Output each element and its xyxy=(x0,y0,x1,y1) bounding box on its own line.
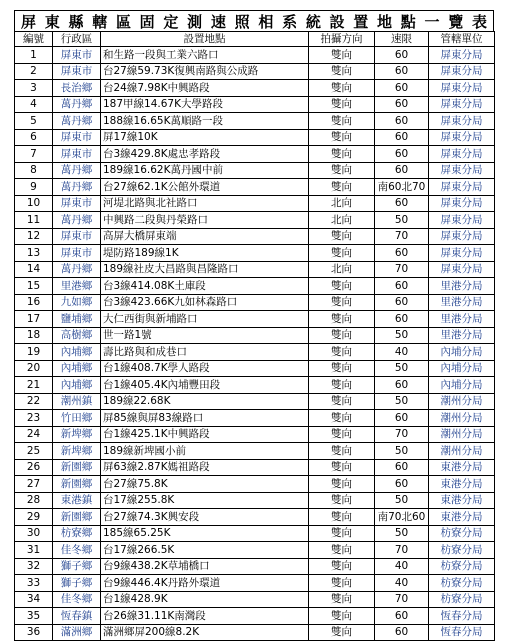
title-char: 固 xyxy=(139,12,155,31)
row-location: 台27線59.73K復興南路與公成路 xyxy=(101,63,309,80)
row-location: 台24線7.98K中興路段 xyxy=(101,80,309,97)
row-unit: 東港分局 xyxy=(429,476,495,493)
table-row xyxy=(15,443,495,460)
row-direction: 雙向 xyxy=(309,410,375,427)
row-number: 25 xyxy=(15,443,53,460)
row-unit: 屏東分局 xyxy=(429,63,495,80)
title-char: 覽 xyxy=(448,12,464,31)
row-district: 潮州鎮 xyxy=(53,393,101,410)
row-number: 33 xyxy=(15,575,53,592)
row-unit: 枋寮分局 xyxy=(429,525,495,542)
row-unit: 屏東分局 xyxy=(429,47,495,64)
row-district: 萬丹鄉 xyxy=(53,162,101,179)
title-char: 系 xyxy=(282,12,298,31)
row-district: 新埤鄉 xyxy=(53,443,101,460)
row-location: 187甲線14.67K大學路段 xyxy=(101,96,309,113)
row-speed-limit: 60 xyxy=(375,476,429,493)
table-row xyxy=(15,377,495,394)
table-row xyxy=(15,96,495,113)
table-row xyxy=(15,542,495,559)
row-direction: 雙向 xyxy=(309,509,375,526)
table-row xyxy=(15,344,495,361)
table-row xyxy=(15,162,495,179)
row-number: 17 xyxy=(15,311,53,328)
row-speed-limit: 60 xyxy=(375,195,429,212)
row-location: 189線社皮大昌路與昌隆路口 xyxy=(101,261,309,278)
row-unit: 東港分局 xyxy=(429,459,495,476)
table-row xyxy=(15,591,495,608)
title-char: 屏 xyxy=(21,12,37,31)
table-row xyxy=(15,245,495,262)
row-speed-limit: 60 xyxy=(375,80,429,97)
title-char: 區 xyxy=(115,12,131,31)
row-location: 台1線428.9K xyxy=(101,591,309,608)
row-unit: 內埔分局 xyxy=(429,360,495,377)
row-location: 台3線414.08K土庫段 xyxy=(101,278,309,295)
row-unit: 枋寮分局 xyxy=(429,558,495,575)
row-speed-limit: 60 xyxy=(375,278,429,295)
title-char: 轄 xyxy=(92,12,108,31)
row-speed-limit: 60 xyxy=(375,459,429,476)
row-district: 獅子鄉 xyxy=(53,558,101,575)
row-district: 屏東市 xyxy=(53,228,101,245)
row-speed-limit: 60 xyxy=(375,96,429,113)
row-speed-limit: 60 xyxy=(375,311,429,328)
row-number: 5 xyxy=(15,113,53,130)
row-number: 8 xyxy=(15,162,53,179)
row-district: 新園鄉 xyxy=(53,509,101,526)
row-speed-limit: 60 xyxy=(375,294,429,311)
row-unit: 屏東分局 xyxy=(429,96,495,113)
row-unit: 恆春分局 xyxy=(429,624,495,641)
title-char: 速 xyxy=(210,12,226,31)
row-unit: 潮州分局 xyxy=(429,410,495,427)
row-location: 189線22.68K xyxy=(101,393,309,410)
row-district: 九如鄉 xyxy=(53,294,101,311)
row-location: 堤防路189線1K xyxy=(101,245,309,262)
row-unit: 枋寮分局 xyxy=(429,542,495,559)
table-row xyxy=(15,459,495,476)
row-direction: 北向 xyxy=(309,195,375,212)
row-number: 35 xyxy=(15,608,53,625)
row-direction: 雙向 xyxy=(309,426,375,443)
row-number: 18 xyxy=(15,327,53,344)
title-char: 地 xyxy=(377,12,393,31)
table-row xyxy=(15,129,495,146)
speed-camera-table xyxy=(14,31,495,641)
row-direction: 雙向 xyxy=(309,476,375,493)
row-speed-limit: 40 xyxy=(375,344,429,361)
title-char: 統 xyxy=(305,12,321,31)
row-district: 佳冬鄉 xyxy=(53,591,101,608)
row-direction: 雙向 xyxy=(309,492,375,509)
row-unit: 屏東分局 xyxy=(429,146,495,163)
row-unit: 東港分局 xyxy=(429,509,495,526)
table-row xyxy=(15,63,495,80)
row-district: 屏東市 xyxy=(53,195,101,212)
row-number: 14 xyxy=(15,261,53,278)
title-char: 一 xyxy=(424,12,440,31)
row-number: 27 xyxy=(15,476,53,493)
row-location: 屏63線2.87K媽祖路段 xyxy=(101,459,309,476)
row-number: 11 xyxy=(15,212,53,229)
title-char: 設 xyxy=(329,12,345,31)
row-district: 新埤鄉 xyxy=(53,426,101,443)
table-row xyxy=(15,476,495,493)
row-speed-limit: 70 xyxy=(375,426,429,443)
row-location: 185線65.25K xyxy=(101,525,309,542)
row-location: 台3線423.66K九如林森路口 xyxy=(101,294,309,311)
table-row xyxy=(15,278,495,295)
row-direction: 雙向 xyxy=(309,96,375,113)
row-unit: 枋寮分局 xyxy=(429,591,495,608)
row-unit: 屏東分局 xyxy=(429,245,495,262)
row-speed-limit: 70 xyxy=(375,591,429,608)
table-row xyxy=(15,492,495,509)
row-speed-limit: 40 xyxy=(375,575,429,592)
row-speed-limit: 60 xyxy=(375,47,429,64)
row-direction: 雙向 xyxy=(309,443,375,460)
row-direction: 雙向 xyxy=(309,377,375,394)
row-direction: 雙向 xyxy=(309,162,375,179)
row-location: 世一路1號 xyxy=(101,327,309,344)
row-number: 24 xyxy=(15,426,53,443)
table-row xyxy=(15,525,495,542)
row-direction: 雙向 xyxy=(309,344,375,361)
row-direction: 雙向 xyxy=(309,278,375,295)
row-speed-limit: 40 xyxy=(375,558,429,575)
row-direction: 雙向 xyxy=(309,591,375,608)
row-speed-limit: 50 xyxy=(375,360,429,377)
row-speed-limit: 60 xyxy=(375,608,429,625)
page-title xyxy=(14,10,494,32)
row-unit: 里港分局 xyxy=(429,327,495,344)
row-unit: 屏東分局 xyxy=(429,228,495,245)
row-unit: 潮州分局 xyxy=(429,393,495,410)
table-row xyxy=(15,327,495,344)
row-speed-limit: 70 xyxy=(375,228,429,245)
row-location: 台26線31.11K南灣段 xyxy=(101,608,309,625)
row-speed-limit: 60 xyxy=(375,245,429,262)
header-speed-limit: 速限 xyxy=(375,32,429,47)
title-char: 點 xyxy=(400,12,416,31)
row-unit: 潮州分局 xyxy=(429,426,495,443)
row-speed-limit: 60 xyxy=(375,129,429,146)
row-direction: 雙向 xyxy=(309,63,375,80)
row-number: 34 xyxy=(15,591,53,608)
row-district: 萬丹鄉 xyxy=(53,113,101,130)
row-speed-limit: 60 xyxy=(375,63,429,80)
table-row xyxy=(15,426,495,443)
header-district: 行政區 xyxy=(53,32,101,47)
table-row xyxy=(15,558,495,575)
row-district: 屏東市 xyxy=(53,63,101,80)
row-speed-limit: 50 xyxy=(375,393,429,410)
row-location: 台1線405.4K內埔豐田段 xyxy=(101,377,309,394)
row-unit: 里港分局 xyxy=(429,294,495,311)
row-number: 2 xyxy=(15,63,53,80)
row-district: 新園鄉 xyxy=(53,459,101,476)
table-row xyxy=(15,294,495,311)
row-district: 鹽埔鄉 xyxy=(53,311,101,328)
row-direction: 雙向 xyxy=(309,608,375,625)
title-char: 測 xyxy=(187,12,203,31)
row-location: 台3線429.8K處忠孝路段 xyxy=(101,146,309,163)
row-speed-limit: 60 xyxy=(375,377,429,394)
row-number: 29 xyxy=(15,509,53,526)
row-number: 20 xyxy=(15,360,53,377)
row-district: 內埔鄉 xyxy=(53,360,101,377)
row-unit: 內埔分局 xyxy=(429,377,495,394)
row-number: 36 xyxy=(15,624,53,641)
row-location: 滿洲鄉屏200線8.2K xyxy=(101,624,309,641)
row-district: 竹田鄉 xyxy=(53,410,101,427)
row-unit: 屏東分局 xyxy=(429,212,495,229)
row-location: 高屏大橋屏東端 xyxy=(101,228,309,245)
row-district: 佳冬鄉 xyxy=(53,542,101,559)
row-district: 高樹鄉 xyxy=(53,327,101,344)
row-unit: 屏東分局 xyxy=(429,80,495,97)
header-number: 編號 xyxy=(15,32,53,47)
row-number: 32 xyxy=(15,558,53,575)
row-location: 台27線74.3K興安段 xyxy=(101,509,309,526)
row-direction: 雙向 xyxy=(309,228,375,245)
row-direction: 雙向 xyxy=(309,245,375,262)
row-district: 恆春鎮 xyxy=(53,608,101,625)
row-location: 台9線446.4K丹路外環道 xyxy=(101,575,309,592)
row-speed-limit: 60 xyxy=(375,162,429,179)
table-row xyxy=(15,360,495,377)
row-direction: 雙向 xyxy=(309,113,375,130)
title-char: 縣 xyxy=(68,12,84,31)
row-location: 台1線425.1K中興路段 xyxy=(101,426,309,443)
row-direction: 北向 xyxy=(309,212,375,229)
row-unit: 屏東分局 xyxy=(429,195,495,212)
table-row xyxy=(15,608,495,625)
row-number: 7 xyxy=(15,146,53,163)
row-number: 10 xyxy=(15,195,53,212)
row-number: 12 xyxy=(15,228,53,245)
row-location: 台17線255.8K xyxy=(101,492,309,509)
row-speed-limit: 南70北60 xyxy=(375,509,429,526)
row-number: 26 xyxy=(15,459,53,476)
row-district: 萬丹鄉 xyxy=(53,261,101,278)
row-direction: 雙向 xyxy=(309,393,375,410)
row-speed-limit: 50 xyxy=(375,327,429,344)
row-location: 189線16.62K萬丹國中前 xyxy=(101,162,309,179)
table-row xyxy=(15,410,495,427)
row-direction: 雙向 xyxy=(309,311,375,328)
row-unit: 內埔分局 xyxy=(429,344,495,361)
row-location: 河堤北路與北社路口 xyxy=(101,195,309,212)
row-unit: 潮州分局 xyxy=(429,443,495,460)
table-row xyxy=(15,195,495,212)
title-char: 定 xyxy=(163,12,179,31)
table-row xyxy=(15,509,495,526)
row-district: 內埔鄉 xyxy=(53,344,101,361)
table-row xyxy=(15,624,495,641)
row-direction: 雙向 xyxy=(309,129,375,146)
row-direction: 雙向 xyxy=(309,525,375,542)
row-number: 23 xyxy=(15,410,53,427)
row-number: 15 xyxy=(15,278,53,295)
row-number: 6 xyxy=(15,129,53,146)
row-unit: 屏東分局 xyxy=(429,113,495,130)
row-direction: 雙向 xyxy=(309,294,375,311)
table-row xyxy=(15,212,495,229)
row-district: 長治鄉 xyxy=(53,80,101,97)
row-speed-limit: 60 xyxy=(375,113,429,130)
row-direction: 雙向 xyxy=(309,47,375,64)
row-location: 台27線75.8K xyxy=(101,476,309,493)
row-district: 屏東市 xyxy=(53,146,101,163)
table-row xyxy=(15,393,495,410)
row-district: 屏東市 xyxy=(53,47,101,64)
row-direction: 雙向 xyxy=(309,179,375,196)
row-location: 台27線62.1K公館外環道 xyxy=(101,179,309,196)
row-direction: 雙向 xyxy=(309,146,375,163)
row-district: 里港鄉 xyxy=(53,278,101,295)
row-speed-limit: 50 xyxy=(375,525,429,542)
row-district: 萬丹鄉 xyxy=(53,179,101,196)
row-location: 和生路一段與工業六路口 xyxy=(101,47,309,64)
row-unit: 恆春分局 xyxy=(429,608,495,625)
title-char: 照 xyxy=(234,12,250,31)
row-number: 19 xyxy=(15,344,53,361)
row-speed-limit: 50 xyxy=(375,443,429,460)
row-unit: 屏東分局 xyxy=(429,261,495,278)
title-char: 表 xyxy=(471,12,487,31)
table-row xyxy=(15,179,495,196)
row-number: 1 xyxy=(15,47,53,64)
title-char: 置 xyxy=(353,12,369,31)
row-district: 新園鄉 xyxy=(53,476,101,493)
row-location: 中興路二段與丹榮路口 xyxy=(101,212,309,229)
title-char: 相 xyxy=(258,12,274,31)
row-district: 滿洲鄉 xyxy=(53,624,101,641)
row-unit: 屏東分局 xyxy=(429,179,495,196)
row-unit: 里港分局 xyxy=(429,278,495,295)
row-direction: 雙向 xyxy=(309,624,375,641)
row-unit: 屏東分局 xyxy=(429,162,495,179)
row-direction: 雙向 xyxy=(309,542,375,559)
row-speed-limit: 50 xyxy=(375,212,429,229)
row-number: 21 xyxy=(15,377,53,394)
row-location: 台9線438.2K草埔橋口 xyxy=(101,558,309,575)
row-location: 189線新埤國小前 xyxy=(101,443,309,460)
row-speed-limit: 60 xyxy=(375,410,429,427)
table-row xyxy=(15,80,495,97)
row-district: 東港鎮 xyxy=(53,492,101,509)
header-location: 設置地點 xyxy=(101,32,309,47)
row-location: 壽比路與和成巷口 xyxy=(101,344,309,361)
row-speed-limit: 60 xyxy=(375,146,429,163)
header-unit: 管轄單位 xyxy=(429,32,495,47)
row-district: 萬丹鄉 xyxy=(53,212,101,229)
table-header-row xyxy=(15,32,495,47)
row-location: 台17線266.5K xyxy=(101,542,309,559)
table-row xyxy=(15,228,495,245)
row-unit: 里港分局 xyxy=(429,311,495,328)
row-location: 屏85線與屏83線路口 xyxy=(101,410,309,427)
row-district: 內埔鄉 xyxy=(53,377,101,394)
document-sheet xyxy=(14,10,494,641)
row-number: 31 xyxy=(15,542,53,559)
row-direction: 雙向 xyxy=(309,327,375,344)
row-number: 22 xyxy=(15,393,53,410)
row-speed-limit: 南60北70 xyxy=(375,179,429,196)
row-district: 枋寮鄉 xyxy=(53,525,101,542)
table-row xyxy=(15,261,495,278)
title-char: 東 xyxy=(44,12,60,31)
row-number: 4 xyxy=(15,96,53,113)
row-number: 28 xyxy=(15,492,53,509)
row-number: 9 xyxy=(15,179,53,196)
row-location: 188線16.65K萬順路一段 xyxy=(101,113,309,130)
row-direction: 雙向 xyxy=(309,459,375,476)
row-unit: 東港分局 xyxy=(429,492,495,509)
row-district: 屏東市 xyxy=(53,245,101,262)
row-speed-limit: 70 xyxy=(375,261,429,278)
row-unit: 屏東分局 xyxy=(429,129,495,146)
row-district: 屏東市 xyxy=(53,129,101,146)
row-location: 台1線408.7K學人路段 xyxy=(101,360,309,377)
row-direction: 雙向 xyxy=(309,575,375,592)
table-row xyxy=(15,47,495,64)
row-district: 萬丹鄉 xyxy=(53,96,101,113)
table-row xyxy=(15,113,495,130)
table-row xyxy=(15,575,495,592)
row-direction: 雙向 xyxy=(309,80,375,97)
row-number: 3 xyxy=(15,80,53,97)
row-speed-limit: 60 xyxy=(375,624,429,641)
row-district: 獅子鄉 xyxy=(53,575,101,592)
table-row xyxy=(15,311,495,328)
row-number: 16 xyxy=(15,294,53,311)
row-direction: 雙向 xyxy=(309,360,375,377)
row-direction: 雙向 xyxy=(309,558,375,575)
table-row xyxy=(15,146,495,163)
row-location: 屏17線10K xyxy=(101,129,309,146)
header-direction: 拍攝方向 xyxy=(309,32,375,47)
row-direction: 北向 xyxy=(309,261,375,278)
row-location: 大仁西街與新埔路口 xyxy=(101,311,309,328)
row-speed-limit: 50 xyxy=(375,492,429,509)
row-number: 30 xyxy=(15,525,53,542)
row-speed-limit: 70 xyxy=(375,542,429,559)
row-number: 13 xyxy=(15,245,53,262)
row-unit: 枋寮分局 xyxy=(429,575,495,592)
